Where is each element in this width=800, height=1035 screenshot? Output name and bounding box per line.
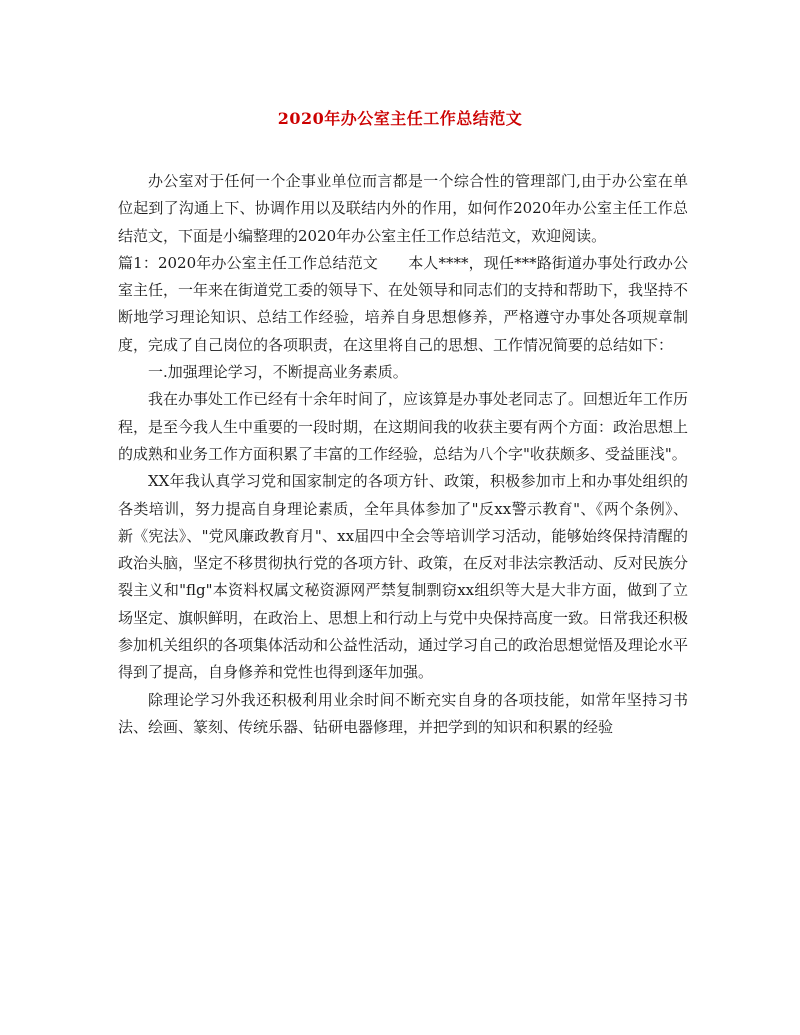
paragraph-work-history: 我在办事处工作已经有十余年时间了，应该算是办事处老同志了。回想近年工作历程，是至今我人生中重要的一段时期，在这期间我的收获主要有两个方面：政治思想上的成熟和业务工作方面积累了丰富的工作经验，总结为八个字"收获颇多、受益匪浅"。 [118,390,689,463]
paragraph-intro: 办公室对于任何一个企事业单位而言都是一个综合性的管理部门,由于办公室在单位起到了沟通上下、协调作用以及联结内外的作用，如何作2020年办公室主任工作总结范文，下面是小编整理的2020年办公室主任工作总结范文，欢迎阅读。 [118,172,688,245]
document-title: 2020年办公室主任工作总结范文 [277,109,523,128]
paragraph-section-1: 篇1：2020年办公室主任工作总结范文 本人****，现任***路街道办事处行政办公室主任，一年来在街道党工委的领导下、在处领导和同志们的支持和帮助下，我坚持不断地学习理论知识、总结工作经验，培养自身思想修养，严格遵守办事处各项规章制度，完成了自己岗位的各项职责，在这里将自己的思想、工作情况简要的总结如下： [118,253,689,354]
document-body [118,168,688,741]
paragraph-study: XX年我认真学习党和国家制定的各项方针、政策，积极参加市上和办事处组织的各类培训，努力提高自身理论素质，全年具体参加了"反xx警示教育"、《两个条例》、新《宪法》、"党风廉政教育月"、xx届四中全会等培训学习活动，能够始终保持清醒的政治头脑，坚定不移贯彻执行党的各项方针、政策，在反对非法宗教活动、反对民族分裂主义和"flg"本资料权属文秘资源网严禁复制剽窃xx组织等大是大非方面，做到了立场坚定、旗帜鲜明，在政治上、思想上和行动上与党中央保持高度一致。日常我还积极参加机关组织的各项集体活动和公益性活动，通过学习自己的政治思想觉悟及理论水平得到了提高，自身修养和党性也得到逐年加强。 [118,472,689,682]
paragraph-heading-1: 一.加强理论学习，不断提高业务素质。 [148,363,408,382]
paragraph-skills: 除理论学习外我还积极利用业余时间不断充实自身的各项技能，如常年坚持习书法、绘画、篆刻、传统乐器、钻研电器修理，并把学到的知识和积累的经验 [118,690,688,736]
